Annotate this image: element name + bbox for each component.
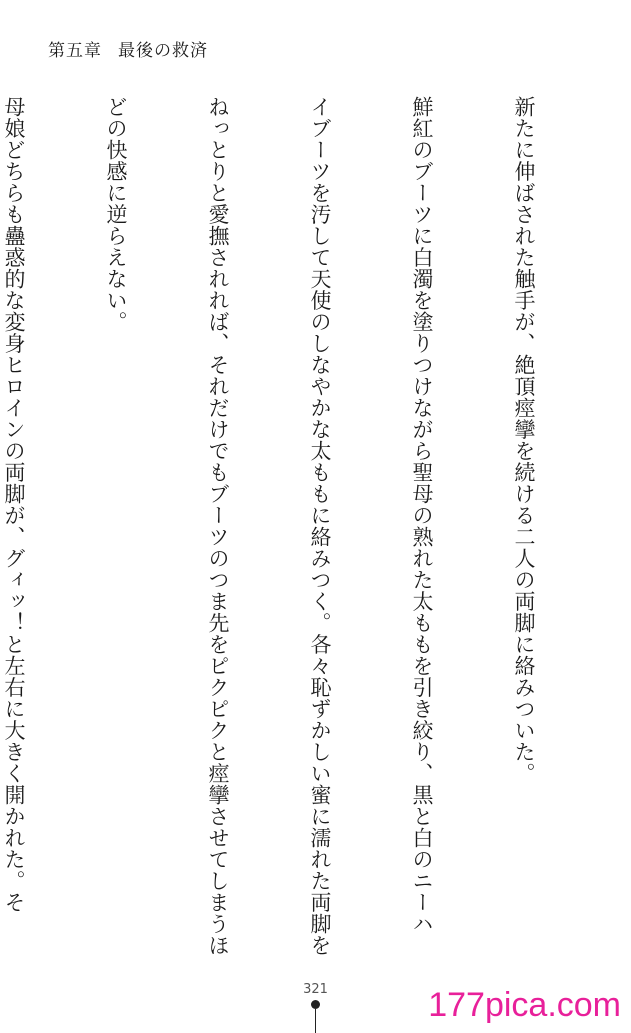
text-line: 新たに伸ばされた触手が、絶頂痙攣を続ける二人の両脚に絡みついた。: [512, 96, 536, 784]
text-line: ねっとりと愛撫されれば、それだけでもブーツのつま先をピクピクと痙攣させてしまうほ: [206, 96, 230, 956]
chapter-label: 第五章: [48, 41, 102, 61]
text-line: 母娘どちらも蠱惑的な変身ヒロインの両脚が、グィッ！と左右に大きく開かれた。そ: [2, 96, 26, 913]
page-marker-icon: [311, 1000, 320, 1033]
chapter-header: [48, 36, 208, 61]
body-text: [0, 96, 609, 976]
page-number: 321: [303, 982, 328, 997]
watermark: 177pica.com: [428, 986, 621, 1024]
text-line: 鮮紅のブーツに白濁を塗りつけながら聖母の熟れた太ももを引き絞り、黒と白のニーハ: [410, 96, 434, 935]
text-line: イブーツを汚して天使のしなやかな太ももに絡みつく。各々恥ずかしい蜜に濡れた両脚を: [308, 96, 332, 956]
chapter-title: 最後の救済: [118, 41, 208, 61]
text-line: どの快感に逆らえない。: [104, 96, 128, 333]
